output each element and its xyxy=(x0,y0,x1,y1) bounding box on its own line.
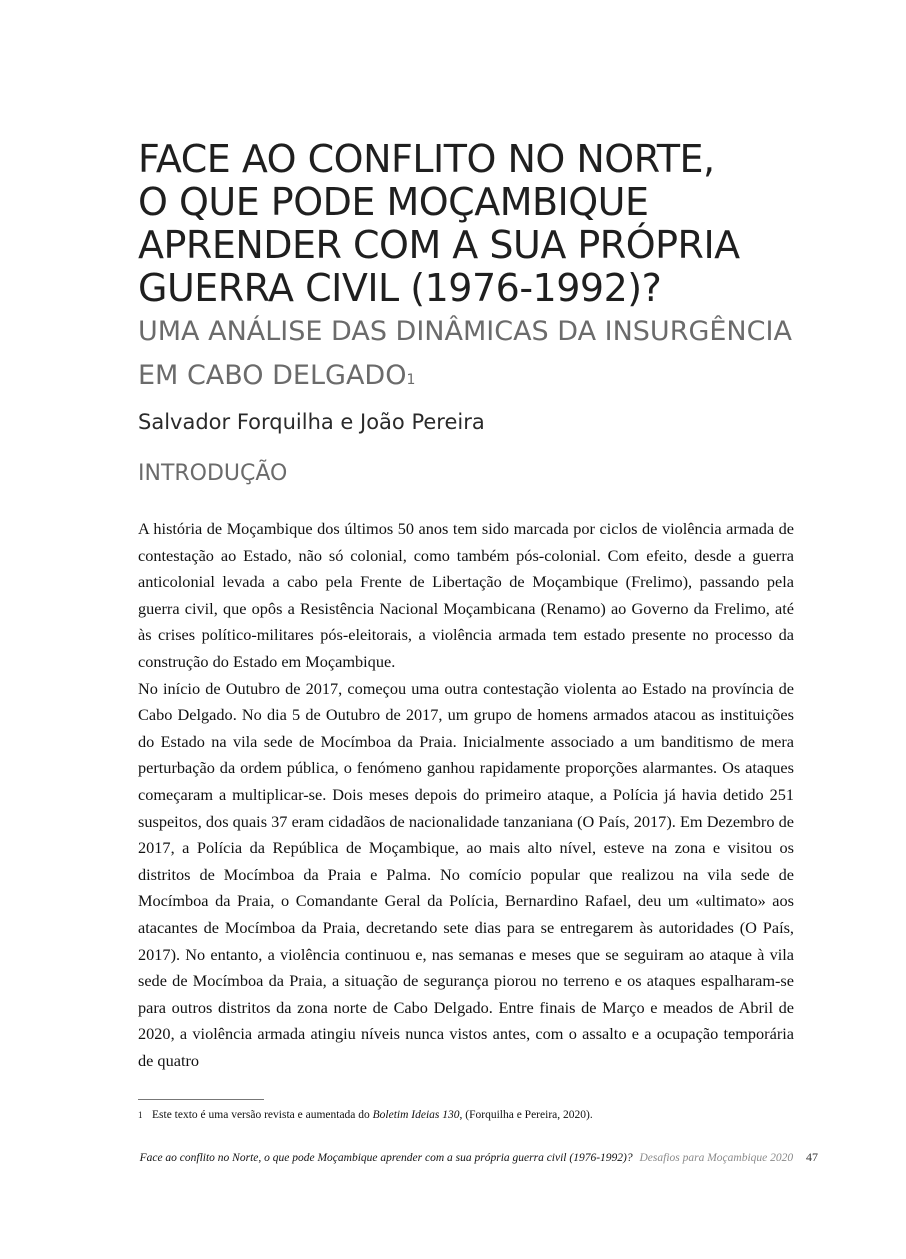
subtitle-line-text: EM CABO DELGADO xyxy=(138,360,407,391)
title-line: GUERRA CIVIL (1976-1992)? xyxy=(138,266,662,310)
running-title: Face ao conflito no Norte, o que pode Moçambique aprender com a sua própria guerra civil (1976-1992)? xyxy=(139,1152,633,1164)
footnote-italic-title: Boletim Ideias 130 xyxy=(372,1109,460,1121)
footnote-number: 1 xyxy=(138,1110,143,1120)
footnote-divider xyxy=(138,1099,264,1100)
title-line: O QUE PODE MOÇAMBIQUE xyxy=(138,180,649,224)
footnote xyxy=(138,1107,798,1123)
footnote-text: Este texto é uma versão revista e aumentada do xyxy=(152,1109,373,1121)
article-body xyxy=(138,516,794,1074)
page-footer xyxy=(140,1150,818,1165)
article-subtitle xyxy=(138,310,838,398)
footnote-text-end: , (Forquilha e Pereira, 2020). xyxy=(459,1109,593,1121)
subtitle-line: UMA ANÁLISE DAS DINÂMICAS DA INSURGÊNCIA xyxy=(138,316,792,347)
subtitle-line xyxy=(138,354,838,398)
page-number: 47 xyxy=(806,1150,818,1164)
title-line: FACE AO CONFLITO NO NORTE, xyxy=(138,137,715,181)
article-title xyxy=(138,138,838,310)
body-paragraph: No início de Outubro de 2017, começou uma outra contestação violenta ao Estado na província de Cabo Delgado. No dia 5 de Outubro de 2017, um grupo de homens armados atacou as instituições do Estado na vila sede de Mocímboa da Praia. Inicialmente associado a um banditismo de mera perturbação da ordem pública, o fenómeno ganhou rapidamente proporções alarmantes. Os ataques começaram a multiplicar-se. Dois meses depois do primeiro ataque, a Polícia já havia detido 251 suspeitos, dos quais 37 eram cidadãos de nacionalidade tanzaniana (O País, 2017). Em Dezembro de 2017, a Polícia da República de Moçambique, ao mais alto nível, esteve na zona e visitou os distritos de Mocímboa da Praia e Palma. No comício popular que realizou na vila sede de Mocímboa da Praia, o Comandante Geral da Polícia, Bernardino Rafael, deu um «ultimato» aos atacantes de Mocímboa da Praia, decretando sete dias para se entregarem às autoridades (O País, 2017). No entanto, a violência continuou e, nas semanas e meses que se seguiram ao ataque à vila sede de Mocímboa da Praia, a situação de segurança piorou no terreno e os ataques espalharam-se para outros distritos da zona norte de Cabo Delgado. Entre finais de Março e meados de Abril de 2020, a violência armada atingiu níveis nunca vistos antes, com o assalto e a ocupação temporária de quatro xyxy=(138,678,794,1070)
authors: Salvador Forquilha e João Pereira xyxy=(138,410,485,434)
footnote-marker[interactable]: 1 xyxy=(406,372,416,388)
body-paragraph: A história de Moçambique dos últimos 50 anos tem sido marcada por ciclos de violência armada de contestação ao Estado, não só colonial, como também pós-colonial. Com efeito, desde a guerra anticolonial levada a cabo pela Frente de Libertação de Moçambique (Frelimo), passando pela guerra civil, que opôs a Resistência Nacional Moçambicana (Renamo) ao Governo da Frelimo, até às crises político-militares pós-eleitorais, a violência armada tem estado presente no processo da construção do Estado em Moçambique. xyxy=(138,519,794,671)
section-heading: INTRODUÇÃO xyxy=(138,461,288,486)
title-line: APRENDER COM A SUA PRÓPRIA xyxy=(138,223,740,267)
publication-name: Desafios para Moçambique 2020 xyxy=(639,1152,794,1164)
